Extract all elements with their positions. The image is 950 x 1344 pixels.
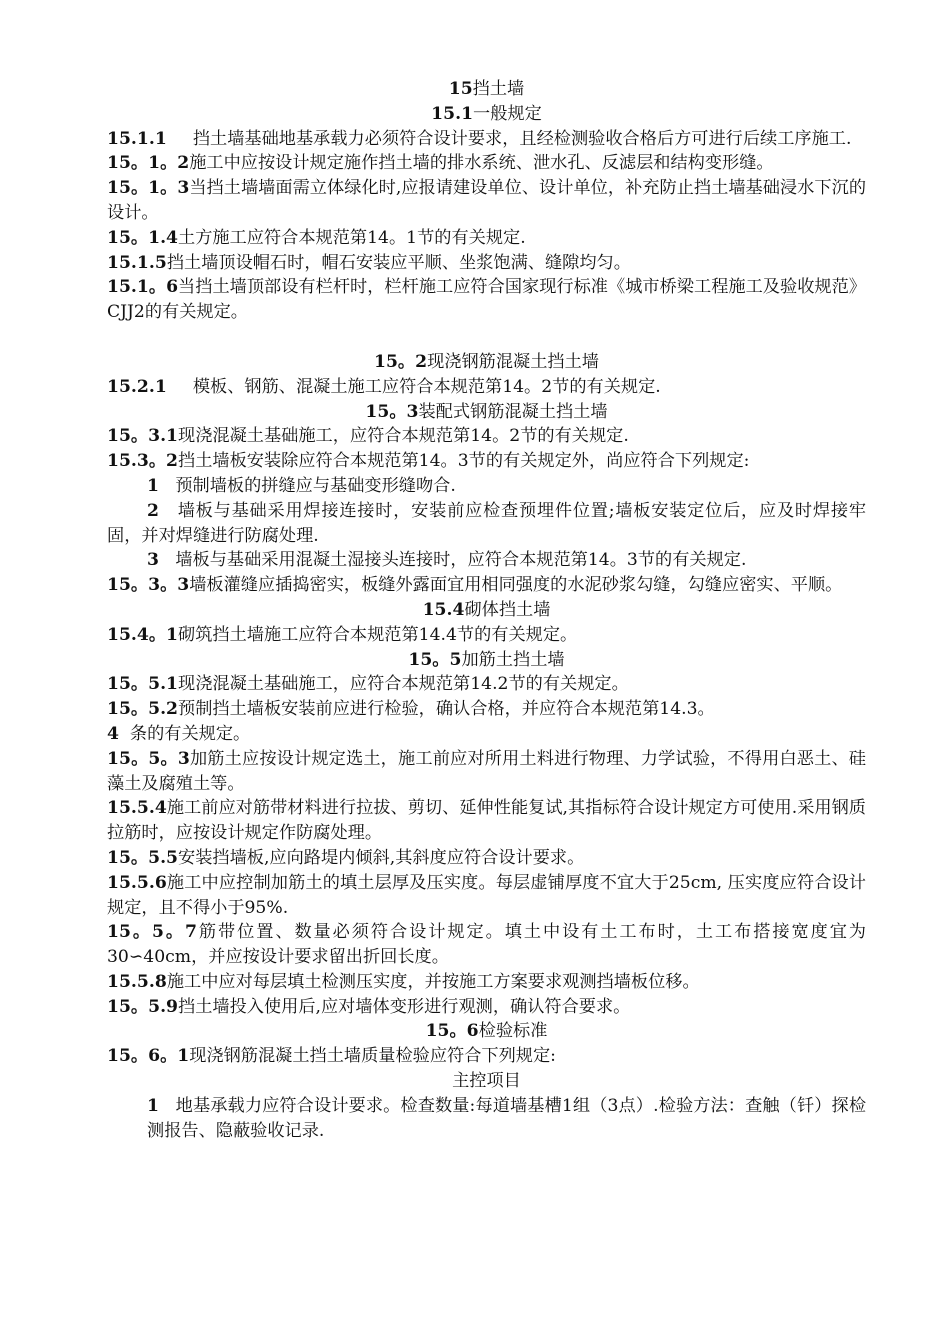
section-heading: 15。3装配式钢筋混凝土挡土墙 (365, 401, 608, 422)
spacer (107, 325, 866, 350)
sub-item: 2 墙板与基础采用焊接连接时，安装前应检查预埋件位置;墙板安装定位后，应及时焊接牢固，并对焊缝进行防腐处理. (107, 500, 867, 546)
sub-item: 3 墙板与基础采用混凝土湿接头连接时，应符合本规范第14。3节的有关规定. (147, 550, 747, 571)
clause: 15。5.9挡土墙投入使用后,应对墙体变形进行观测，确认符合要求。 (107, 996, 631, 1017)
section-heading: 15。6检验标准 (425, 1021, 548, 1042)
clause: 15.5.4施工前应对筋带材料进行拉拔、剪切、延伸性能复试,其指标符合设计规定方可使用.采用钢质拉筋时，应按设计规定作防腐处理。 (107, 798, 866, 844)
clause: 15。5.5安装挡墙板,应向路堤内倾斜,其斜度应符合设计要求。 (107, 847, 585, 868)
clause: 15.5.6施工中应控制加筋土的填土层厚及压实度。每层虚铺厚度不宜大于25cm, 压实度应符合设计规定，且不得小于95%. (107, 872, 866, 918)
section-heading: 15。5加筋土挡土墙 (408, 649, 565, 670)
sub-item: 1 预制墙板的拼缝应与基础变形缝吻合. (147, 475, 456, 496)
chapter-title: 15挡土墙 (448, 79, 525, 99)
clause: 15.5.8施工中应对每层填土检测压实度，并按施工方案要求观测挡墙板位移。 (107, 971, 700, 992)
clause: 15。5.2预制挡土墙板安装前应进行检验，确认合格，并应符合本规范第14.3。 (107, 699, 715, 720)
clause: 15.1。6当挡土墙顶部设有栏杆时，栏杆施工应符合国家现行标准《城市桥梁工程施工及验收规范》CJJ2的有关规定。 (107, 277, 866, 323)
section-heading: 15.1一般规定 (431, 103, 542, 124)
section-heading: 15。2现浇钢筋混凝土挡土墙 (374, 351, 599, 372)
clause: 15。5。3加筋土应按设计规定选土，施工前应对所用土料进行物理、力学试验，不得用白恶土、硅藻土及腐殖土等。 (107, 748, 866, 794)
clause: 15.2.1 模板、钢筋、混凝土施工应符合本规范第14。2节的有关规定. (107, 376, 661, 397)
clause: 15。1。2施工中应按设计规定施作挡土墙的排水系统、泄水孔、反滤层和结构变形缝。 (107, 153, 774, 174)
section-heading: 15.4砌体挡土墙 (422, 599, 551, 620)
clause: 15。3.1现浇混凝土基础施工，应符合本规范第14。2节的有关规定. (107, 426, 629, 447)
clause: 15.1.1 挡土墙基础地基承载力必须符合设计要求，且经检测验收合格后方可进行后续工序施工. (107, 128, 852, 149)
clause: 15.1.5挡土墙顶设帽石时，帽石安装应平顺、坐浆饱满、缝隙均匀。 (107, 252, 631, 273)
clause: 15。1.4土方施工应符合本规范第14。1节的有关规定. (107, 227, 526, 248)
clause-continuation: 4 条的有关规定。 (107, 723, 251, 744)
clause: 15。5。7筋带位置、数量必须符合设计规定。填土中设有土工布时，土工布搭接宽度宜为30∽40cm，并应按设计要求留出折回长度。 (107, 922, 866, 968)
clause: 15.4。1砌筑挡土墙施工应符合本规范第14.4节的有关规定。 (107, 624, 578, 645)
clause: 15。1。3当挡土墙墙面需立体绿化时,应报请建设单位、设计单位，补充防止挡土墙基础浸水下沉的设计。 (107, 178, 867, 223)
subheading-main-items: 主控项目 (452, 1071, 521, 1092)
sub-item: 1 地基承载力应符合设计要求。检查数量:每道墙基槽1组（3点）.检验方法：查触（钎）探检测报告、隐蔽验收记录. (147, 1095, 867, 1141)
clause: 15.3。2挡土墙板安装除应符合本规范第14。3节的有关规定外，尚应符合下列规定: (107, 451, 750, 472)
clause: 15。3。3墙板灌缝应插捣密实，板缝外露面宜用相同强度的水泥砂浆勾缝，勾缝应密实、平顺。 (107, 575, 843, 596)
clause: 15。6。1现浇钢筋混凝土挡土墙质量检验应符合下列规定: (107, 1046, 556, 1067)
clause: 15。5.1现浇混凝土基础施工，应符合本规范第14.2节的有关规定。 (107, 674, 629, 695)
